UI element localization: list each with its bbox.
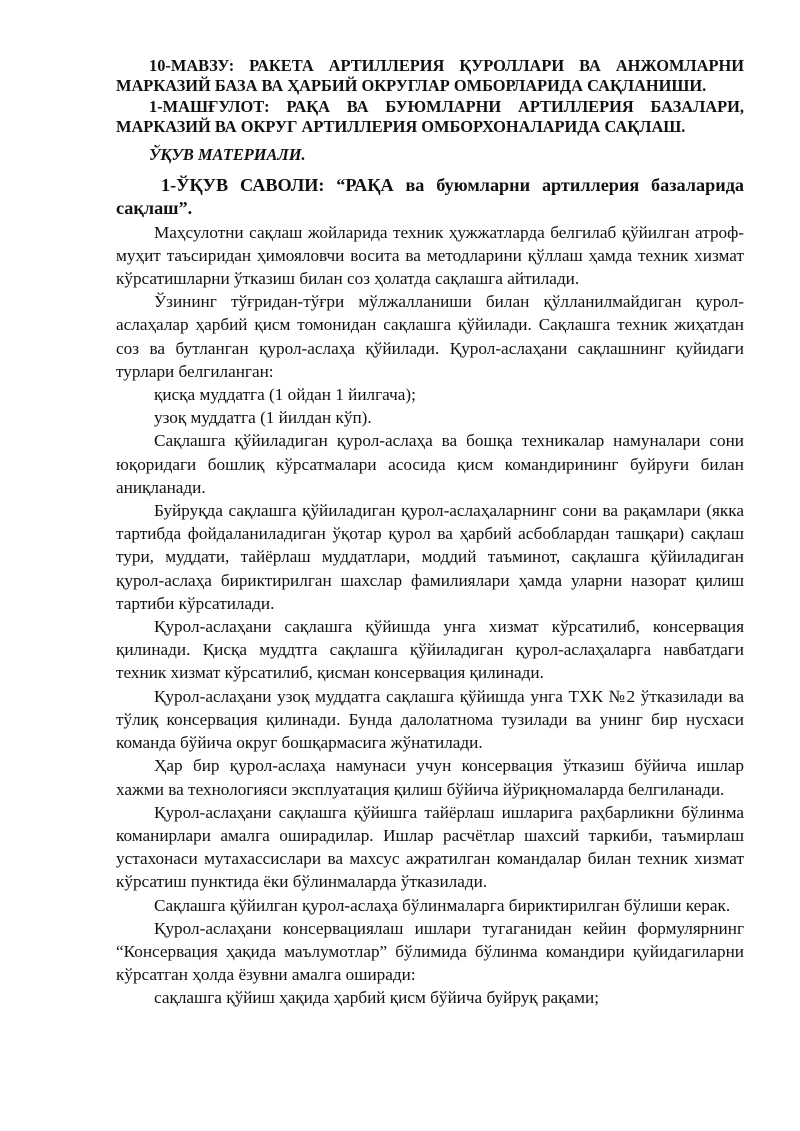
paragraph: Қурол-аслаҳани сақлашга қўйишда унга хизмат кўрсатилиб, консервация қилинади. Қисқа муддтга сақлашга қўйиладиган қурол-аслаҳаларга навбатдаги техник хизмат кўрсатилиб, қисман консервация қилинади. xyxy=(116,617,744,683)
paragraph: Ҳар бир қурол-аслаҳа намунаси учун консервация ўтказиш бўйича ишлар хажми ва технологияси эксплуатация қилиш бўйича йўриқномаларда белгиланади. xyxy=(116,756,744,799)
paragraph: Қурол-аслаҳани узоқ муддатга сақлашга қўйишда унга ТХК №2 ўтказилади ва тўлиқ консервация қилинади. Бунда далолатнома тузилади ва унинг бир нусхаси команда бўйича округ бошқармасига жўнатилади. xyxy=(116,686,744,753)
paragraph: Маҳсулотни сақлаш жойларида техник ҳужжатларда белгилаб қўйилган атроф-муҳит таъсиридан ҳимояловчи восита ва методларини қўллаш ҳамда техник хизмат кўрсатишларни ўтказиш билан соз ҳолатда сақлашга айтилади. xyxy=(116,222,744,289)
paragraph: Сақлашга қўйилган қурол-аслаҳа бўлинмаларга бириктирилган бўлиши керак. xyxy=(154,895,731,915)
paragraph: Буйруқда сақлашга қўйиладиган қурол-аслаҳаларнинг сони ва рақамлари (якка тартибда фойдаланиладиган ўқотар қурол ва ҳарбий асбоблардан ташқари) сақлаш тури, муддати, тайёрлаш муддатлари, моддий таъминот, сақлашга қўйиладиган қурол-аслаҳа бириктирилган шахслар фамилиялари ҳамда уларни назорат қилиш тартиби кўрсатилади. xyxy=(116,501,744,613)
paragraph: Қурол-аслаҳани консервациялаш ишлари тугаганидан кейин формулярнинг “Консервация ҳақида маълумотлар” бўлимида бўлинма командири қуйидагиларни кўрсатган ҳолда ёзувни амалга оширади: xyxy=(116,918,744,985)
list-item: қисқа муддатга (1 ойдан 1 йилгача); xyxy=(154,385,416,405)
list-item: сақлашга қўйиш ҳақида ҳарбий қисм бўйича буйруқ рақами; xyxy=(154,988,599,1008)
question-heading: 1-ЎҚУВ САВОЛИ: “РАҚА ва буюмларни артиллерия базаларида сақлаш”. xyxy=(116,174,744,219)
list-item: узоқ муддатга (1 йилдан кўп). xyxy=(154,408,372,428)
topic-heading: 10-МАВЗУ: РАКЕТА АРТИЛЛЕРИЯ ҚУРОЛЛАРИ ВА АНЖОМЛАРНИ МАРКАЗИЙ БАЗА ВА ҲАРБИЙ ОКРУГЛАР ОМБОРЛАРИДА САҚЛАНИШИ. xyxy=(116,56,744,96)
section-label: ЎҚУВ МАТЕРИАЛИ. xyxy=(149,144,306,164)
paragraph: Ўзининг тўғридан-тўғри мўлжалланиши билан қўлланилмайдиган қурол-аслаҳалар ҳарбий қисм томонидан сақлашга қўйилади. Сақлашга техник жиҳатдан соз ва бутланган қурол-аслаҳа қўйилади. Қурол-аслаҳани сақлашнинг қуйидаги турлари белгиланган: xyxy=(116,292,744,381)
paragraph: Қурол-аслаҳани сақлашга қўйишга тайёрлаш ишларига раҳбарликни бўлинма команирлари амалга оширадилар. Ишлар расчётлар шахсий таркиби, таъмирлаш устахонаси мутахассислари ва махсус ажратилган командалар билан техник хизмат кўрсатиш пунктида ёки бўлинмаларда ўтказилади. xyxy=(116,802,744,892)
paragraph: Сақлашга қўйиладиган қурол-аслаҳа ва бошқа техникалар намуналари сони юқоридаги бошлиқ кўрсатмалари асосида қисм командирининг буйруғи билан аниқланади. xyxy=(116,431,744,497)
lesson-heading: 1-МАШҒУЛОТ: РАҚА ВА БУЮМЛАРНИ АРТИЛЛЕРИЯ БАЗАЛАРИ, МАРКАЗИЙ ВА ОКРУГ АРТИЛЛЕРИЯ ОМБОРХОНАЛАРИДА САҚЛАШ. xyxy=(116,96,744,137)
